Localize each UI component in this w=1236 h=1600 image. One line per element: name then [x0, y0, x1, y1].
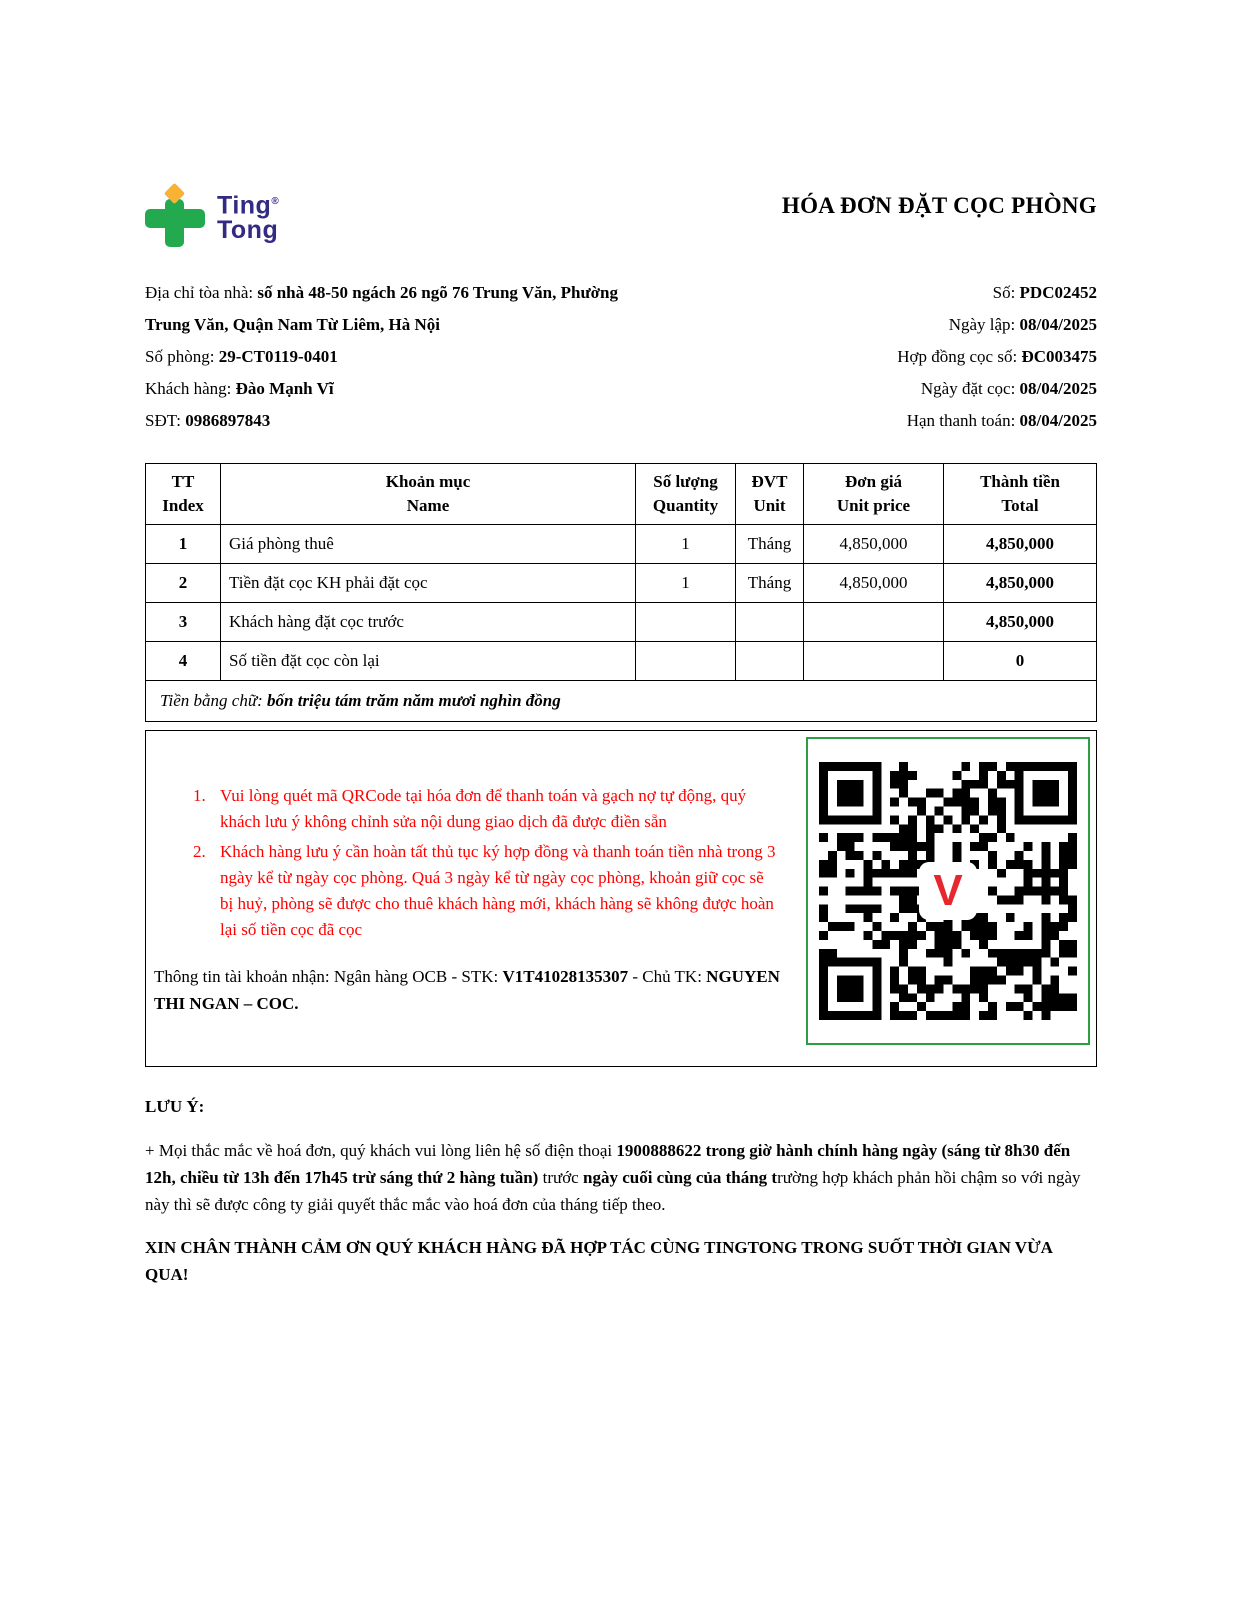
qr-code — [819, 762, 1077, 1020]
logo-cross-vertical — [165, 199, 184, 247]
row-quantity — [636, 642, 736, 681]
room-number: Số phòng: 29-CT0119-0401 — [145, 347, 338, 366]
col-header-name: Khoản mục Name — [221, 464, 636, 525]
tingtong-logo-icon — [145, 185, 205, 247]
contact-paragraph: + Mọi thắc mắc về hoá đơn, quý khách vui lòng liên hệ số điện thoại 1900888622 trong giờ hành chính hàng ngày (sáng từ 8h30 đến 12h, chiều từ 13h đến 17h45 trừ sáng thứ 2 hàng tuần) trước ngày cuối cùng của tháng trường hợp khách phản hồi chậm so với ngày này thì sẽ được công ty giải quyết thắc mắc vào hoá đơn của tháng tiếp theo. — [145, 1141, 1081, 1214]
table-row — [146, 642, 1097, 681]
tingtong-logo — [145, 185, 279, 247]
row-unit-price: 4,850,000 — [804, 525, 944, 564]
col-header-unit: ĐVT Unit — [736, 464, 804, 525]
note-item: 2. Khách hàng lưu ý cần hoàn tất thủ tục ký hợp đồng và thanh toán tiền nhà trong 3 ngày kể từ ngày cọc phòng. Quá 3 ngày kể từ ngày cọc phòng, khoản giữ cọc sẽ bị huỷ, phòng sẽ được cho thuê khách hàng mới, khách hàng sẽ không được hoàn lại số tiền cọc đã cọc — [210, 839, 781, 943]
row-unit: Tháng — [736, 525, 804, 564]
thanks-paragraph: XIN CHÂN THÀNH CẢM ƠN QUÝ KHÁCH HÀNG ĐÃ HỢP TÁC CÙNG TINGTONG TRONG SUỐT THỜI GIAN VỪA QUA! — [145, 1238, 1052, 1284]
row-total: 4,850,000 — [944, 603, 1097, 642]
row-index: 4 — [146, 642, 221, 681]
row-total: 4,850,000 — [944, 564, 1097, 603]
col-header-total: Thành tiền Total — [944, 464, 1097, 525]
row-quantity: 1 — [636, 525, 736, 564]
row-total: 0 — [944, 642, 1097, 681]
invoice-number: Số: PDC02452 — [992, 283, 1097, 302]
col-header-unit-price: Đơn giá Unit price — [804, 464, 944, 525]
amount-in-words: Tiền bằng chữ: bốn triệu tám trăm năm mươi nghìn đồng — [146, 681, 1097, 722]
row-quantity: 1 — [636, 564, 736, 603]
row-unit-price — [804, 642, 944, 681]
qr-center-logo-icon: V — [919, 862, 977, 920]
building-address-line2: Trung Văn, Quận Nam Từ Liêm, Hà Nội — [145, 315, 441, 334]
account-info: Thông tin tài khoản nhận: Ngân hàng OCB - STK: V1T41028135307 - Chủ TK: NGUYEN THI NGAN – COC. — [154, 967, 780, 1013]
row-name: Khách hàng đặt cọc trước — [221, 603, 636, 642]
payment-notes-list — [190, 783, 781, 943]
row-name: Số tiền đặt cọc còn lại — [221, 642, 636, 681]
building-address-line1: Địa chỉ tòa nhà: số nhà 48-50 ngách 26 ngõ 76 Trung Văn, Phường — [145, 283, 619, 302]
row-index: 3 — [146, 603, 221, 642]
notes-box — [145, 730, 1097, 1067]
registered-mark-icon: ® — [271, 195, 280, 207]
row-quantity — [636, 603, 736, 642]
row-index: 1 — [146, 525, 221, 564]
logo-word-tong: Tong — [217, 216, 279, 245]
deposit-contract-number: Hợp đồng cọc số: ĐC003475 — [897, 347, 1097, 366]
customer-name: Khách hàng: Đào Mạnh Vĩ — [145, 379, 334, 398]
issue-date: Ngày lập: 08/04/2025 — [948, 315, 1097, 334]
row-total: 4,850,000 — [944, 525, 1097, 564]
amount-in-words-row — [146, 681, 1097, 722]
row-unit-price: 4,850,000 — [804, 564, 944, 603]
col-header-index: TT Index — [146, 464, 221, 525]
row-unit: Tháng — [736, 564, 804, 603]
table-row — [146, 525, 1097, 564]
row-unit — [736, 603, 804, 642]
phone-number: SĐT: 0986897843 — [145, 411, 271, 430]
qr-box — [806, 737, 1090, 1045]
page-title: HÓA ĐƠN ĐẶT CỌC PHÒNG — [781, 193, 1097, 218]
payment-due-date: Hạn thanh toán: 08/04/2025 — [906, 411, 1097, 430]
row-unit-price — [804, 603, 944, 642]
logo-word-ting: Ting — [217, 191, 272, 220]
table-row — [146, 603, 1097, 642]
note-item: 1. Vui lòng quét mã QRCode tại hóa đơn để thanh toán và gạch nợ tự động, quý khách lưu ý không chỉnh sửa nội dung giao dịch đã được điền sẵn — [210, 783, 781, 835]
invoice-info — [145, 277, 1097, 437]
deposit-date: Ngày đặt cọc: 08/04/2025 — [920, 379, 1097, 398]
row-index: 2 — [146, 564, 221, 603]
logo-wordmark — [217, 189, 279, 243]
table-row — [146, 564, 1097, 603]
row-unit — [736, 642, 804, 681]
header — [145, 185, 1097, 247]
footer-note-title: LƯU Ý: — [145, 1097, 205, 1116]
footer — [145, 1097, 1097, 1288]
col-header-quantity: Số lượng Quantity — [636, 464, 736, 525]
table-header-row — [146, 464, 1097, 525]
row-name: Giá phòng thuê — [221, 525, 636, 564]
info-right — [897, 277, 1097, 437]
info-left — [145, 277, 765, 437]
row-name: Tiền đặt cọc KH phải đặt cọc — [221, 564, 636, 603]
invoice-table — [145, 463, 1097, 722]
